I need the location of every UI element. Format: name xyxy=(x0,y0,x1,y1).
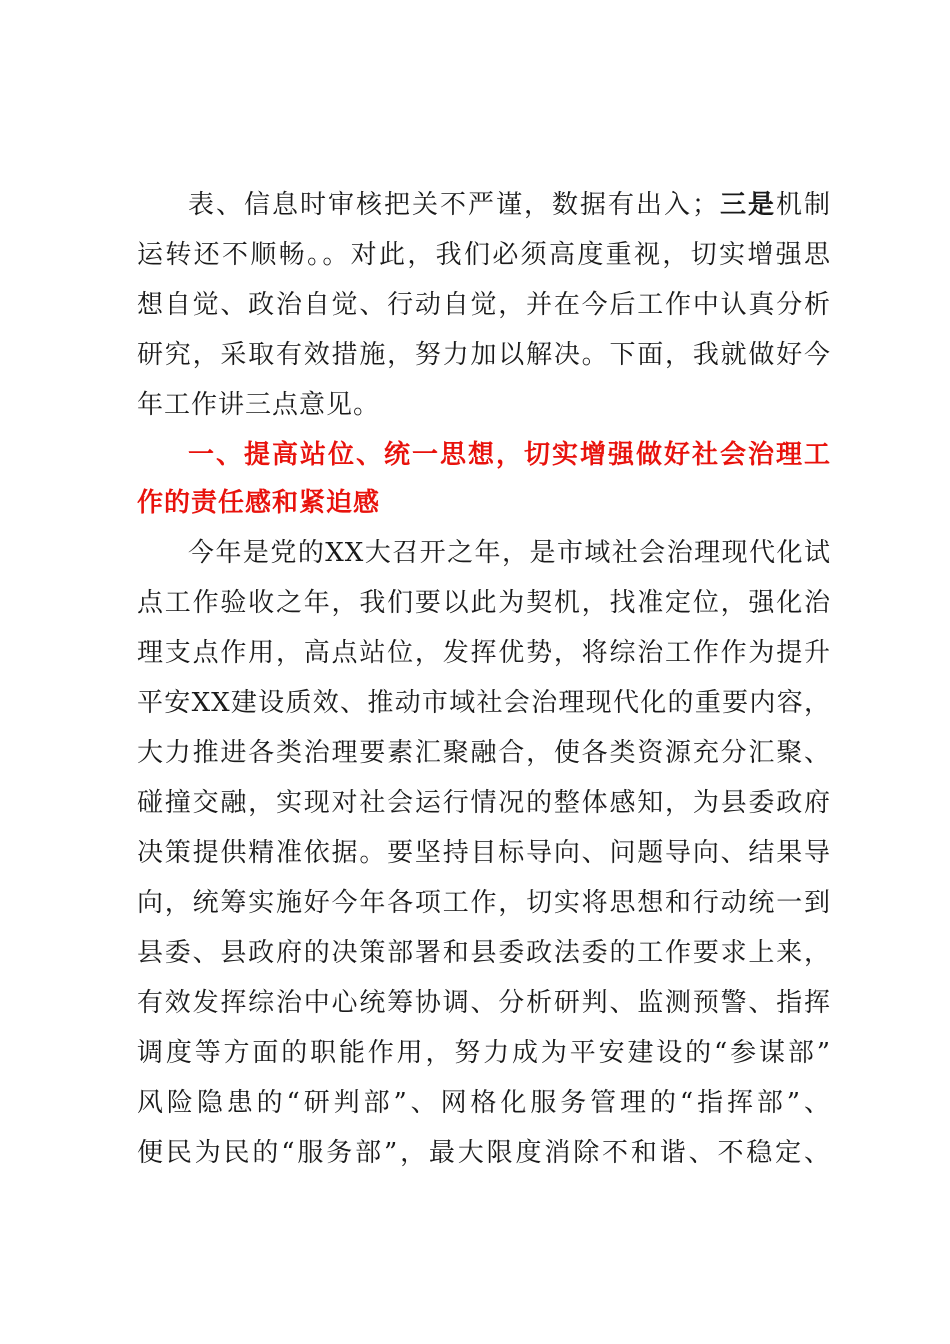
paragraph-2-line: 决策提供精准依据。要坚持目标导向、问题导向、结果导 xyxy=(137,838,831,868)
paragraph-1-line-5: 年工作讲三点意见。 xyxy=(137,390,381,420)
paragraph-1-line-3: 想自觉、政治自觉、行动自觉，并在今后工作中认真分析 xyxy=(137,290,831,320)
section-heading-line-1: 一、提高站位、统一思想，切实增强做好社会治理工 xyxy=(188,440,831,470)
paragraph-1-line-1 xyxy=(188,180,831,230)
paragraph-2-line: 有效发挥综治中心统筹协调、分析研判、监测预警、指挥 xyxy=(137,988,831,1018)
paragraph-2-line: 碰撞交融，实现对社会运行情况的整体感知，为县委政府 xyxy=(137,788,831,818)
paragraph-2-line: 大力推进各类治理要素汇聚融合，使各类资源充分汇聚、 xyxy=(137,738,831,768)
paragraph-1-text-end: 机制 xyxy=(775,190,831,220)
paragraph-2-line: 便民为民的“服务部”，最大限度消除不和谐、不稳定、 xyxy=(137,1138,831,1168)
paragraph-1-line-2: 运转还不顺畅。。对此，我们必须高度重视，切实增强思 xyxy=(137,240,831,270)
paragraph-2-line: 理支点作用，高点站位，发挥优势，将综治工作作为提升 xyxy=(137,638,831,668)
paragraph-2-line: 调度等方面的职能作用，努力成为平安建设的“参谋部” xyxy=(137,1038,831,1068)
paragraph-2-line: 风险隐患的“研判部”、网格化服务管理的“指挥部”、 xyxy=(137,1088,831,1118)
paragraph-2-line: 平安XX建设质效、推动市域社会治理现代化的重要内容， xyxy=(137,688,831,718)
paragraph-2-line: 向，统筹实施好今年各项工作，切实将思想和行动统一到 xyxy=(137,888,831,918)
paragraph-1-text: 表、信息时审核把关不严谨，数据有出入； xyxy=(188,190,719,220)
paragraph-1-bold-text: 三是 xyxy=(718,190,776,220)
section-heading-line-2: 作的责任感和紧迫感 xyxy=(137,488,381,518)
paragraph-2-line: 县委、县政府的决策部署和县委政法委的工作要求上来， xyxy=(137,938,831,968)
paragraph-2-line: 点工作验收之年，我们要以此为契机，找准定位，强化治 xyxy=(137,588,831,618)
paragraph-1-line-4: 研究，采取有效措施，努力加以解决。下面，我就做好今 xyxy=(137,340,831,370)
paragraph-2-line: 今年是党的XX大召开之年，是市域社会治理现代化试 xyxy=(188,538,831,568)
